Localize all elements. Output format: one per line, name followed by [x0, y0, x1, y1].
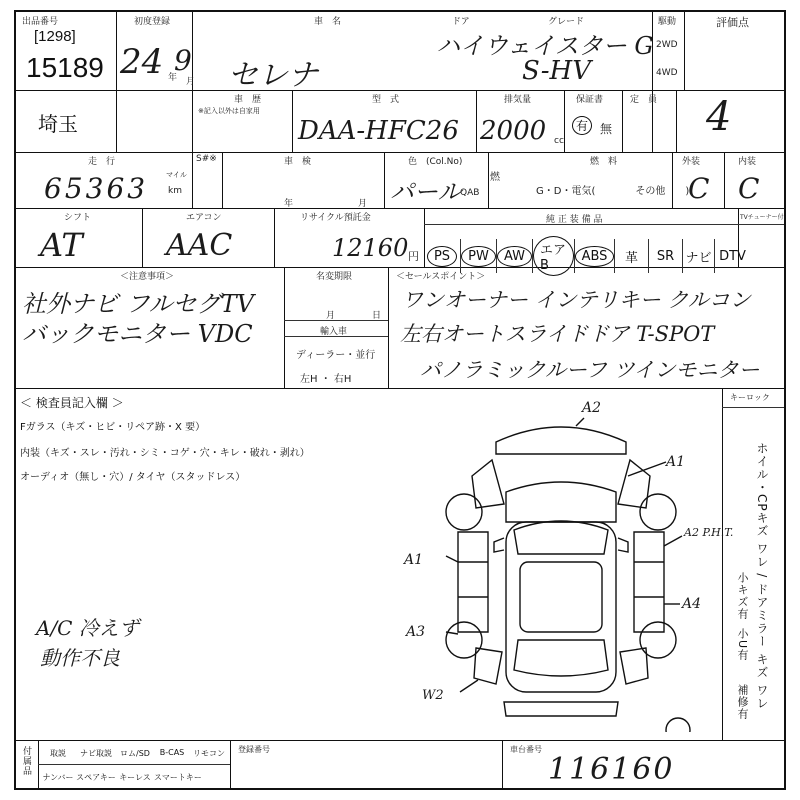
divider — [284, 267, 285, 388]
grade-label: グレード — [548, 17, 585, 27]
type-label: 型 式 — [372, 95, 400, 105]
divider — [274, 208, 275, 267]
color-label: 色 (Col.No) — [408, 157, 463, 167]
equipment-label: 純 正 装 備 品 — [546, 215, 603, 225]
equipment-sr: SR — [648, 239, 682, 273]
divider — [502, 740, 503, 788]
drive-label: 駆動 — [658, 17, 677, 27]
recycle-label: リサイクル預託金 — [300, 213, 371, 223]
damage-mark-front: A2 — [582, 400, 602, 416]
vertical-notes: ホイル・CPキズ ワレ / ドアミラー キズ ワレ — [755, 442, 769, 710]
divider — [672, 152, 673, 208]
door-label: ドア — [452, 17, 470, 27]
first-reg-year: 24 — [120, 42, 164, 82]
divider — [622, 90, 623, 152]
vertical-small2: 小U有 — [736, 628, 749, 662]
footer-navi-manual: ナビ取説 — [80, 749, 112, 758]
grade-line2: S-HV — [522, 56, 591, 86]
equipment-ps: PS — [424, 239, 460, 273]
footer-manual: 取説 — [50, 749, 66, 758]
divider — [38, 764, 230, 765]
title-change-label: 名変期限 — [316, 272, 353, 282]
divider — [476, 90, 477, 152]
sales-line1: ワンオーナー インテリキー クルコン — [402, 288, 751, 312]
footer-spare-key: スペアキー — [76, 773, 116, 782]
cc-unit: cc — [554, 136, 564, 146]
interior-value: C — [738, 172, 760, 205]
meter-label: S#※ — [196, 154, 217, 164]
exterior-value: C — [688, 172, 710, 205]
ac-label: エアコン — [186, 213, 222, 223]
divider — [388, 267, 389, 388]
equipment-abs: ABS — [574, 239, 614, 273]
footer-plate: ナンバー — [42, 773, 74, 782]
interior-line: 内装（キズ・スレ・汚れ・シミ・コゲ・穴・キレ・破れ・剥れ） — [20, 448, 310, 459]
footer-remote: リモコン — [193, 749, 225, 758]
warranty-yes: 有 — [572, 116, 592, 135]
import-dealer: ディーラー・並行 — [296, 350, 376, 361]
region: 埼玉 — [38, 114, 78, 136]
recycle-value: 12160 — [332, 234, 409, 262]
divider — [230, 740, 231, 788]
caution-label: ＜注意事項＞ — [120, 272, 175, 282]
color-code: QAB — [460, 188, 480, 198]
title-change-month: 月 — [326, 311, 336, 321]
divider — [16, 740, 784, 741]
shift-value: AT — [40, 226, 83, 264]
lot-prefix: [1298] — [34, 28, 76, 45]
inspection-label: 車 検 — [284, 157, 312, 167]
caution-line2: バックモニター VDC — [22, 320, 253, 348]
equipment-leather: 革 — [614, 239, 648, 273]
drive-2wd: 2WD — [656, 40, 678, 50]
interior-label: 内装 — [738, 157, 757, 167]
ac-value: AAC — [166, 228, 233, 263]
reg-number-label: 登録番号 — [238, 745, 270, 754]
divider — [722, 407, 784, 408]
score-label: 評価点 — [716, 16, 749, 29]
lot-number: 15189 — [26, 52, 104, 83]
equipment-aw: AW — [496, 239, 532, 273]
footer-bcas: B-CAS — [159, 748, 185, 757]
divider — [384, 152, 385, 208]
damage-mark-rr: A4 — [682, 596, 702, 612]
vertical-small1: 小キズ有 — [736, 572, 749, 620]
lot-number-label: 出品番号 — [22, 17, 59, 27]
displacement-label: 排気量 — [504, 95, 532, 105]
inspection-title: ＜ 検査員記入欄 ＞ — [20, 396, 124, 410]
chassis-number-label: 車台番号 — [510, 745, 542, 754]
first-reg-month: 9 — [174, 44, 192, 77]
year-unit: 年 — [168, 73, 178, 83]
model-code: DAA-HFC26 — [298, 116, 459, 146]
divider — [424, 224, 784, 225]
damage-mark-rear: W2 — [422, 688, 444, 703]
footer-rom-sd: ロム/SD — [120, 749, 150, 758]
footer-keyless: キーレス — [119, 773, 151, 782]
damage-mark-fr: A1 — [666, 454, 686, 470]
divider — [192, 90, 193, 152]
equipment-pw: PW — [460, 239, 496, 273]
divider — [684, 12, 685, 90]
vertical-small3: 補修有 — [736, 684, 749, 720]
divider — [564, 90, 565, 152]
chassis-number-value: 116160 — [548, 752, 675, 787]
color-value: パール — [390, 178, 462, 206]
damage-mark-right: A2 P.H.T. — [684, 526, 734, 539]
audio-line: オーディオ（無し・穴）/ タイヤ（スタッドレス） — [20, 472, 246, 483]
equipment-dtv: DTV — [714, 239, 750, 273]
keyless-label: キーロック — [730, 393, 770, 402]
mile-unit: マイル — [166, 171, 187, 179]
divider — [16, 90, 784, 91]
divider — [488, 152, 489, 208]
car-name: セレナ — [228, 58, 318, 93]
damage-mark-rl: A3 — [406, 624, 426, 640]
import-label: 輸入車 — [320, 327, 348, 337]
equipment-airbag: エアB — [532, 239, 574, 273]
inspection-month: 月 — [358, 199, 368, 209]
drive-4wd: 4WD — [656, 68, 678, 78]
displacement-value: 2000 — [480, 116, 547, 146]
history-label: 車 歴 — [234, 95, 262, 105]
auction-sheet — [14, 10, 786, 790]
fuel-label: 燃 料 — [590, 157, 618, 167]
inspection-year: 年 — [284, 199, 294, 209]
month-unit: 月 — [186, 77, 196, 87]
divider — [722, 388, 723, 740]
capacity-label: 定 員 — [630, 95, 658, 105]
glass-line: Fガラス（キズ・ヒビ・リペア跡・X 要） — [20, 422, 206, 433]
divider — [16, 388, 784, 389]
first-reg-label: 初度登録 — [134, 17, 171, 27]
divider — [724, 152, 725, 208]
shift-label: シフト — [64, 213, 92, 223]
damage-mark-left: A1 — [404, 552, 424, 568]
car-name-label: 車 名 — [314, 17, 342, 27]
handwritten-note2: 動作不良 — [40, 646, 120, 670]
title-change-day: 日 — [372, 311, 382, 321]
exterior-label: 外装 — [682, 157, 701, 167]
divider — [142, 208, 143, 267]
sales-line3: パノラミックルーフ ツインモニター — [420, 358, 760, 382]
import-hand: 左H ・ 右H — [300, 374, 352, 385]
divider — [116, 12, 117, 152]
divider — [292, 90, 293, 152]
history-note: ※記入以外は自家用 — [198, 107, 260, 115]
car-damage-diagram — [416, 412, 706, 732]
divider — [16, 208, 784, 209]
handwritten-note1: A/C 冷えず — [36, 616, 139, 640]
mileage-label: 走 行 — [88, 157, 116, 167]
divider — [192, 152, 193, 208]
sales-line2: 左右オートスライドドア T-SPOT — [400, 322, 715, 346]
score-value: 4 — [706, 94, 732, 140]
tuner-label: TVチューナー付 — [740, 214, 784, 221]
grade-line1: ハイウェイスター G — [436, 32, 654, 60]
mileage-value: 65363 — [44, 172, 149, 205]
divider — [222, 152, 223, 208]
divider — [16, 152, 784, 153]
caution-line1: 社外ナビ フルセグTV — [22, 290, 255, 318]
accessories-label: 付属品 — [21, 746, 31, 776]
fuel-options: G・D・電気( その他 ) — [536, 186, 690, 197]
recycle-unit: 円 — [408, 250, 419, 263]
equipment-navi: ナビ — [682, 239, 714, 273]
divider — [676, 90, 677, 152]
sales-label: ＜セールスポイント＞ — [396, 272, 486, 282]
warranty-no: 無 — [600, 122, 613, 136]
warranty-label: 保証書 — [576, 95, 604, 105]
km-unit: km — [168, 186, 182, 196]
fuel-side-label: 燃 — [490, 172, 500, 183]
footer-smart-key: スマートキー — [154, 773, 202, 782]
